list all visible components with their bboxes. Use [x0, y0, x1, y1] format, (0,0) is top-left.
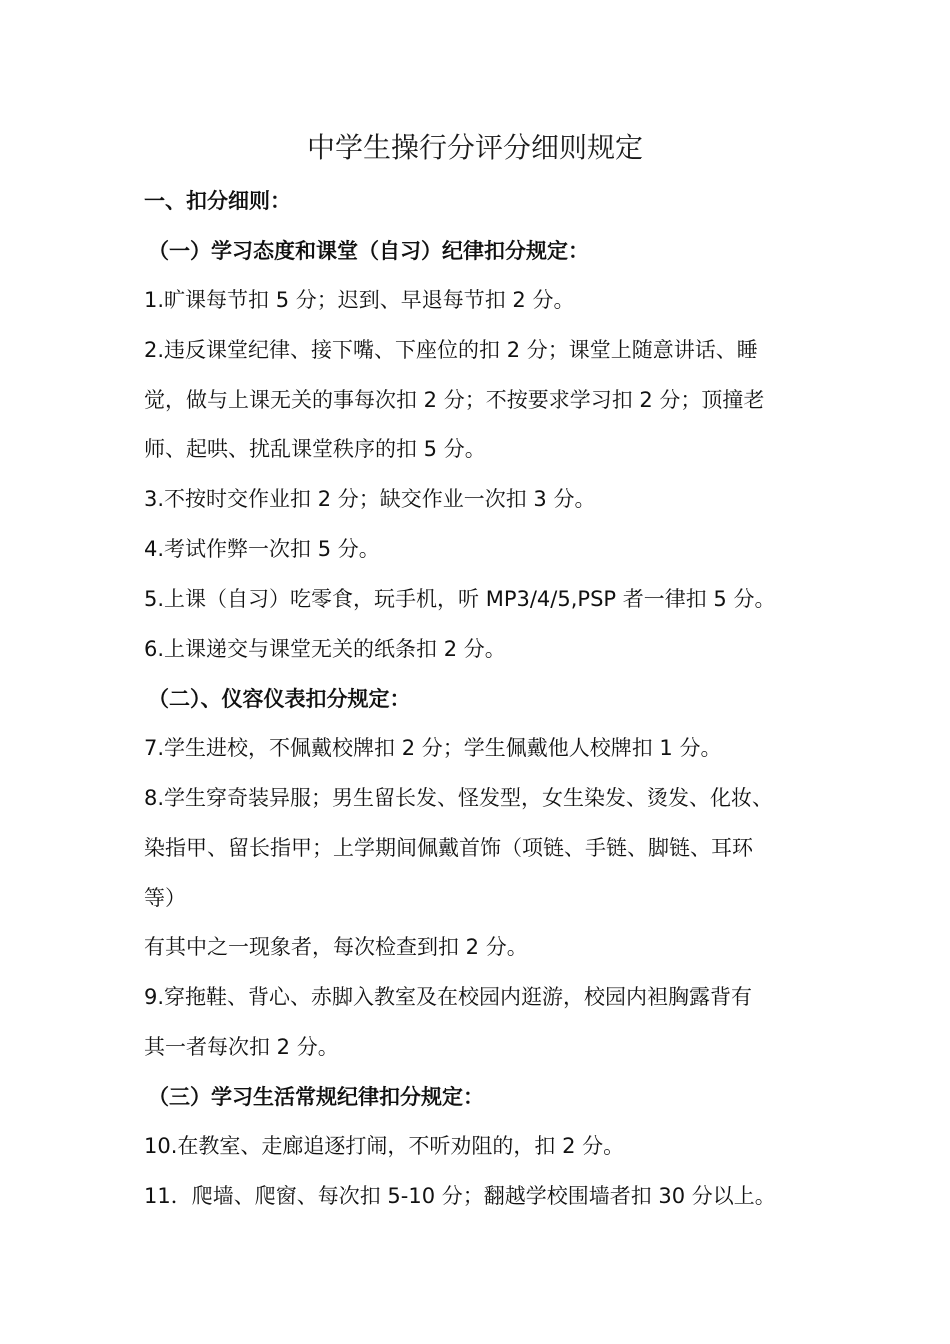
rule-line: 10.在教室、走廊追逐打闹，不听劝阻的，扣 2 分。: [144, 1134, 625, 1158]
rule-line: 7.学生进校，不佩戴校牌扣 2 分；学生佩戴他人校牌扣 1 分。: [144, 736, 722, 760]
rule-line: 其一者每次扣 2 分。: [144, 1035, 339, 1059]
rule-line: 8.学生穿奇装异服；男生留长发、怪发型，女生染发、烫发、化妆、: [144, 786, 774, 810]
rule-line: 6.上课递交与课堂无关的纸条扣 2 分。: [144, 637, 506, 661]
section-2-heading: （二）、仪容仪表扣分规定：: [148, 687, 411, 711]
rule-line: 2.违反课堂纪律、接下嘴、下座位的扣 2 分；课堂上随意讲话、睡: [144, 338, 758, 362]
rule-line: 4.考试作弊一次扣 5 分。: [144, 537, 380, 561]
section-3-heading: （三）学习生活常规纪律扣分规定：: [148, 1085, 484, 1109]
rule-line: 9.穿拖鞋、背心、赤脚入教室及在校园内逛游，校园内袒胸露背有: [144, 985, 753, 1009]
rule-line: 师、起哄、扰乱课堂秩序的扣 5 分。: [144, 437, 486, 461]
rule-line: 有其中之一现象者，每次检查到扣 2 分。: [144, 935, 528, 959]
document-title: 中学生操行分评分细则规定: [306, 131, 643, 164]
rule-line: 等）: [144, 886, 186, 910]
rule-line: 5.上课（自习）吃零食，玩手机，听 MP3/4/5,PSP 者一律扣 5 分。: [144, 587, 776, 611]
rule-line: 1.旷课每节扣 5 分；迟到、早退每节扣 2 分。: [144, 288, 575, 312]
rule-line: 11．爬墙、爬窗、每次扣 5-10 分；翻越学校围墙者扣 30 分以上。: [144, 1184, 776, 1208]
section-1-heading: （一）学习态度和课堂（自习）纪律扣分规定：: [148, 239, 589, 263]
rule-line: 3.不按时交作业扣 2 分；缺交作业一次扣 3 分。: [144, 487, 596, 511]
heading-deduction-rules: 一、扣分细则：: [144, 189, 291, 213]
rule-line: 染指甲、留长指甲；上学期间佩戴首饰（项链、手链、脚链、耳环: [144, 836, 753, 860]
rule-line: 觉，做与上课无关的事每次扣 2 分；不按要求学习扣 2 分；顶撞老: [144, 388, 765, 412]
